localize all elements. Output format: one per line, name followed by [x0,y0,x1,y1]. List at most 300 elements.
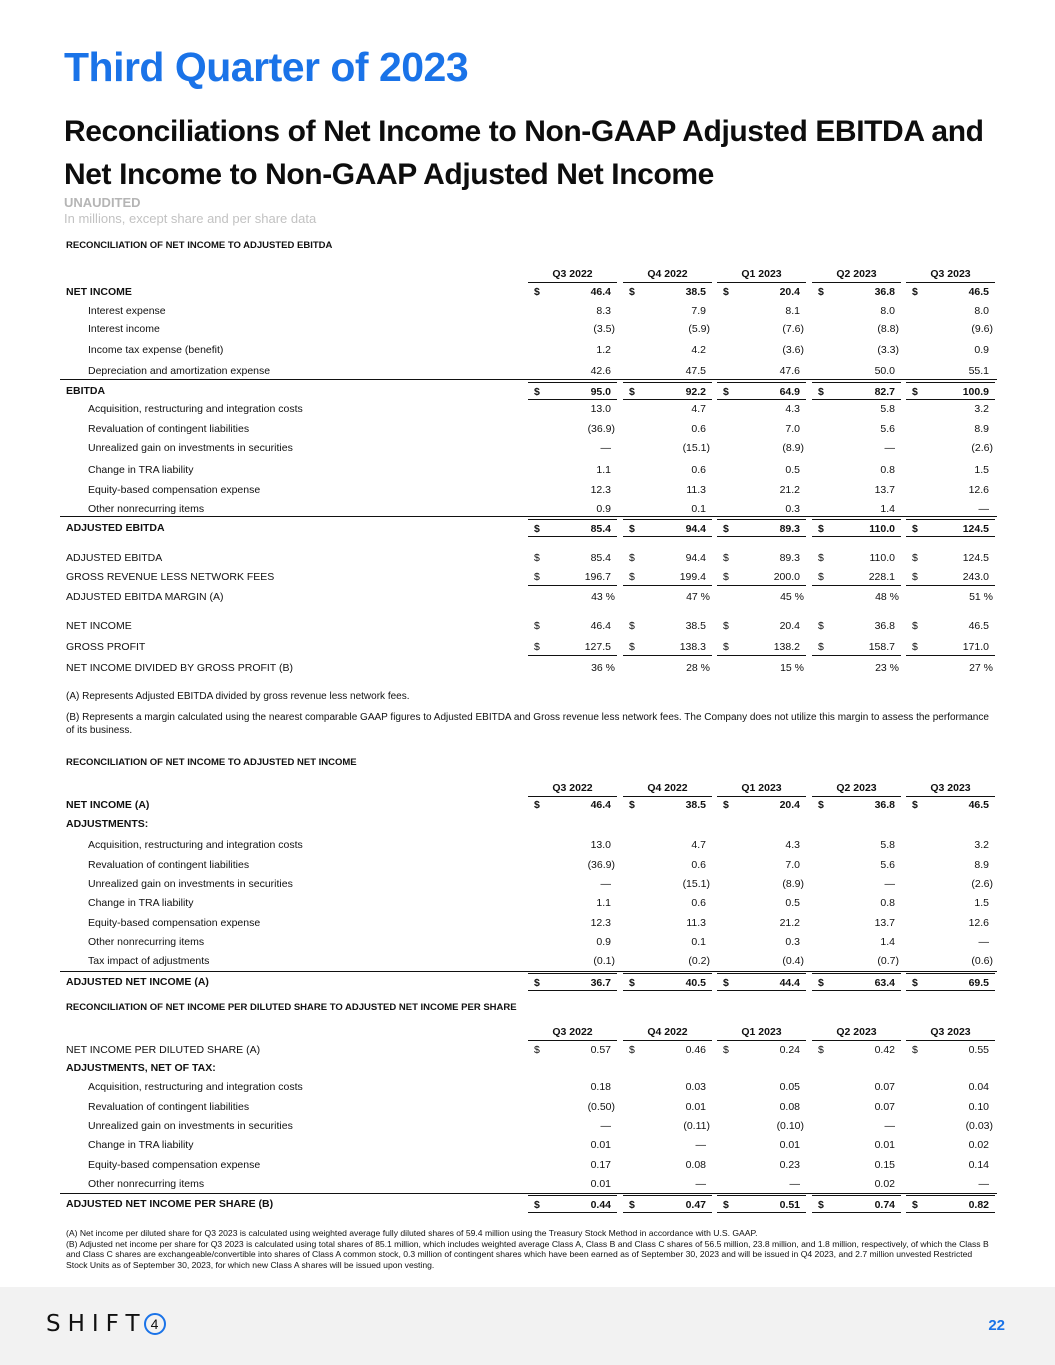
cell-value: (9.6) [971,323,993,335]
value-cell [717,461,806,479]
row-label: Change in TRA liability [88,464,194,476]
cell-value: — [789,1178,800,1190]
value-cell [528,815,617,833]
value-cell [623,283,712,301]
cell-value: (0.6) [971,955,993,967]
currency-symbol: $ [912,620,918,632]
currency-symbol: $ [629,552,635,564]
value-cell [717,638,806,656]
currency-symbol: $ [534,523,540,535]
cell-value: 0.3 [785,503,800,515]
cell-value: 0.18 [590,1081,611,1093]
table-row [0,1098,1055,1116]
value-cell [906,1156,995,1174]
cell-value: 138.2 [773,641,800,653]
table-row [0,341,1055,359]
value-cell [623,420,712,438]
cell-value: 200.0 [773,571,800,583]
cell-value: 0.23 [779,1159,800,1171]
currency-symbol: $ [912,1199,918,1211]
cell-value: 8.9 [974,859,989,871]
value-cell [623,973,712,991]
value-cell [906,638,995,656]
column-header: Q4 2022 [623,265,712,283]
cell-value: 94.4 [685,523,706,535]
currency-symbol: $ [534,1044,540,1056]
currency-symbol: $ [534,1199,540,1211]
row-label: Equity-based compensation expense [88,1159,261,1171]
value-cell [717,952,806,970]
value-cell [812,519,901,537]
cell-value: 36.8 [874,286,895,298]
cell-value: 1.5 [974,464,989,476]
value-cell [623,362,712,380]
cell-value: 0.74 [874,1199,895,1211]
column-header: Q4 2022 [623,1023,712,1041]
value-cell [717,568,806,586]
value-cell [906,1136,995,1154]
value-cell [528,481,617,499]
value-cell [717,875,806,893]
value-cell [717,1136,806,1154]
cell-value: 0.07 [874,1101,895,1113]
table-row [0,836,1055,854]
row-label: Other nonrecurring items [88,936,205,948]
cell-value: 82.7 [874,386,895,398]
cell-value: 0.8 [880,897,895,909]
cell-value: 0.3 [785,936,800,948]
value-cell [812,302,901,320]
table-row [0,549,1055,567]
cell-value: 12.3 [590,917,611,929]
cell-value: (36.9) [587,423,615,435]
value-cell [623,1175,712,1193]
table-row [0,914,1055,932]
cell-value: 0.01 [590,1178,611,1190]
cell-value: 8.0 [974,305,989,317]
value-cell [623,588,712,606]
currency-symbol: $ [818,1044,824,1056]
cell-value: 0.04 [968,1081,989,1093]
value-cell [717,420,806,438]
row-label: Unrealized gain on investments in securities [88,1120,293,1132]
value-cell [906,341,995,359]
row-label: Other nonrecurring items [88,1178,205,1190]
table-row [0,1117,1055,1135]
column-header-row [0,265,1055,283]
currency-symbol: $ [912,523,918,535]
value-cell [528,659,617,677]
value-cell [717,1098,806,1116]
cell-value: (0.03) [965,1120,993,1132]
row-label: Acquisition, restructuring and integration costs [88,403,303,415]
cell-value: 12.6 [968,484,989,496]
table-row [0,1175,1055,1193]
cell-value: 46.5 [968,620,989,632]
cell-value: 199.4 [679,571,706,583]
value-cell [906,362,995,380]
table-row [0,796,1055,814]
cell-value: 110.0 [869,523,895,535]
cell-value: (8.9) [782,442,804,454]
cell-value: 36.8 [874,799,895,811]
cell-value: 69.5 [968,977,989,989]
currency-symbol: $ [818,552,824,564]
cell-value: 0.01 [874,1139,895,1151]
value-cell [623,519,712,537]
cell-value: 5.8 [880,839,895,851]
value-cell [812,481,901,499]
row-label: Acquisition, restructuring and integration costs [88,1081,303,1093]
cell-value: 0.24 [779,1044,800,1056]
value-cell [906,439,995,457]
cell-value: 0.9 [596,503,611,515]
value-cell [906,796,995,814]
value-cell [812,894,901,912]
column-header-row [0,779,1055,797]
currency-symbol: $ [534,386,540,398]
value-cell [906,815,995,833]
column-header: Q3 2023 [906,1023,995,1041]
value-cell [528,400,617,418]
row-label: Revaluation of contingent liabilities [88,859,250,871]
value-cell [528,461,617,479]
value-cell [812,952,901,970]
cell-value: — [884,878,895,890]
cell-value: 0.82 [968,1199,989,1211]
value-cell [623,894,712,912]
logo-digit: 4 [150,1316,159,1332]
value-cell [528,856,617,874]
value-cell [528,588,617,606]
page-number: 22 [988,1317,1005,1334]
value-cell [623,341,712,359]
row-label: Interest income [88,323,160,335]
table-row [0,1156,1055,1174]
currency-symbol: $ [818,386,824,398]
cell-value: 124.5 [962,552,989,564]
value-cell [717,1041,806,1059]
currency-symbol: $ [818,286,824,298]
value-cell [812,1195,901,1213]
cell-value: 3.2 [974,403,989,415]
row-label: Unrealized gain on investments in securities [88,878,293,890]
cell-value: 15 % [780,662,804,674]
value-cell [528,439,617,457]
cell-value: (0.50) [587,1101,615,1113]
table-row [0,894,1055,912]
value-cell [717,1156,806,1174]
cell-value: 27 % [969,662,993,674]
value-cell [623,481,712,499]
cell-value: 0.01 [779,1139,800,1151]
shift4-logo [46,1309,166,1339]
currency-symbol: $ [534,977,540,989]
value-cell [717,815,806,833]
cell-value: (8.8) [877,323,899,335]
cell-value: 1.4 [880,936,895,948]
value-cell [812,439,901,457]
value-cell [812,588,901,606]
value-cell [812,815,901,833]
column-header: Q1 2023 [717,265,806,283]
cell-value: 0.05 [779,1081,800,1093]
value-cell [717,481,806,499]
currency-symbol: $ [818,1199,824,1211]
value-cell [528,796,617,814]
value-cell [906,320,995,338]
row-label: Change in TRA liability [88,1139,194,1151]
cell-value: 55.1 [968,365,989,377]
value-cell [528,1098,617,1116]
value-cell [906,568,995,586]
value-cell [906,481,995,499]
value-cell [812,933,901,951]
value-cell [528,1041,617,1059]
currency-symbol: $ [629,799,635,811]
value-cell [623,914,712,932]
value-cell [812,568,901,586]
value-cell [623,836,712,854]
value-cell [717,914,806,932]
currency-symbol: $ [534,552,540,564]
value-cell [528,519,617,537]
currency-symbol: $ [912,641,918,653]
value-cell [528,1117,617,1135]
value-cell [623,568,712,586]
value-cell [906,1098,995,1116]
cell-value: (3.6) [782,344,804,356]
value-cell [623,659,712,677]
value-cell [906,1117,995,1135]
row-label: ADJUSTMENTS, NET OF TAX: [66,1062,216,1074]
value-cell [812,1117,901,1135]
cell-value: 5.6 [880,859,895,871]
value-cell [906,1041,995,1059]
value-cell [906,973,995,991]
table-row [0,568,1055,586]
value-cell [717,362,806,380]
cell-value: 5.8 [880,403,895,415]
currency-symbol: $ [723,571,729,583]
table-row [0,617,1055,635]
currency-symbol: $ [818,799,824,811]
cell-value: — [978,1178,989,1190]
cell-value: 13.0 [590,839,611,851]
value-cell [812,659,901,677]
value-cell [623,875,712,893]
value-cell [812,420,901,438]
table-row [0,362,1055,380]
cell-value: 0.03 [685,1081,706,1093]
cell-value: 124.5 [962,523,989,535]
cell-value: 0.46 [685,1044,706,1056]
row-label: Revaluation of contingent liabilities [88,423,250,435]
currency-symbol: $ [534,620,540,632]
value-cell [528,549,617,567]
cell-value: 7.0 [785,423,800,435]
value-cell [717,549,806,567]
cell-value: 47.6 [779,365,800,377]
cell-value: 13.0 [590,403,611,415]
row-label: NET INCOME [66,620,132,632]
page-title: Third Quarter of 2023 [64,44,469,90]
table-row [0,933,1055,951]
cell-value: — [695,1139,706,1151]
value-cell [717,302,806,320]
column-header: Q2 2023 [812,1023,901,1041]
cell-value: 85.4 [590,523,611,535]
value-cell [623,1041,712,1059]
cell-value: 4.3 [785,839,800,851]
cell-value: 7.0 [785,859,800,871]
currency-symbol: $ [912,552,918,564]
value-cell [623,302,712,320]
row-label: Revaluation of contingent liabilities [88,1101,250,1113]
cell-value: 0.1 [691,503,706,515]
cell-value: 0.15 [874,1159,895,1171]
value-cell [812,1156,901,1174]
value-cell [906,549,995,567]
row-label: ADJUSTED NET INCOME (A) [66,976,209,988]
cell-value: 158.7 [868,641,895,653]
value-cell [528,617,617,635]
section-title-net-income: RECONCILIATION OF NET INCOME TO ADJUSTED NET INCOME [66,757,357,768]
cell-value: 228.1 [868,571,895,583]
row-label: ADJUSTED EBITDA [66,522,165,534]
value-cell [812,973,901,991]
cell-value: (15.1) [682,878,710,890]
cell-value: 36.8 [874,620,895,632]
value-cell [528,341,617,359]
cell-value: (0.2) [688,955,710,967]
cell-value: 43 % [591,591,615,603]
value-cell [528,382,617,400]
cell-value: 51 % [969,591,993,603]
ebitda-note-b: (B) Represents a margin calculated using the nearest comparable GAAP figures to Adjusted EBITDA and Gross revenue less network fees. The Company does not utilize this margin to assess the performance of its business. [66,712,989,736]
currency-symbol: $ [629,571,635,583]
value-cell [623,461,712,479]
column-header: Q3 2022 [528,1023,617,1041]
cell-value: 7.9 [691,305,706,317]
cell-value: 47.5 [685,365,706,377]
units-note: In millions, except share and per share data [64,211,317,226]
cell-value: 4.2 [691,344,706,356]
value-cell [906,283,995,301]
value-cell [812,1175,901,1193]
logo-circle-icon [144,1313,166,1335]
row-label: Income tax expense (benefit) [88,344,224,356]
value-cell [812,1136,901,1154]
value-cell [528,836,617,854]
value-cell [717,439,806,457]
cell-value: 48 % [875,591,899,603]
row-label: ADJUSTED NET INCOME PER SHARE (B) [66,1198,274,1210]
value-cell [623,952,712,970]
value-cell [528,1195,617,1213]
cell-value: (3.5) [593,323,615,335]
cell-value: 85.4 [590,552,611,564]
currency-symbol: $ [629,641,635,653]
currency-symbol: $ [629,620,635,632]
column-header: Q1 2023 [717,779,806,797]
cell-value: 0.5 [785,897,800,909]
cell-value: 0.01 [590,1139,611,1151]
cell-value: 0.08 [779,1101,800,1113]
cell-value: 50.0 [874,365,895,377]
cell-value: 20.4 [779,620,800,632]
cell-value: 20.4 [779,286,800,298]
cell-value: 38.5 [685,620,706,632]
value-cell [623,856,712,874]
table-row [0,400,1055,418]
row-label: Equity-based compensation expense [88,917,261,929]
cell-value: 0.6 [691,423,706,435]
column-header: Q3 2022 [528,779,617,797]
row-label: Change in TRA liability [88,897,194,909]
cell-value: 0.8 [880,464,895,476]
cell-value: — [600,442,611,454]
value-cell [528,302,617,320]
cell-value: 8.3 [596,305,611,317]
currency-symbol: $ [723,641,729,653]
cell-value: (0.10) [776,1120,804,1132]
value-cell [623,1117,712,1135]
footer [0,1287,1055,1365]
value-cell [623,617,712,635]
value-cell [528,1175,617,1193]
value-cell [906,952,995,970]
table-row [0,952,1055,970]
cell-value: (0.11) [683,1120,710,1132]
cell-value: (7.6) [782,323,804,335]
value-cell [717,973,806,991]
cell-value: 0.07 [874,1081,895,1093]
cell-value: 8.0 [880,305,895,317]
column-header: Q2 2023 [812,779,901,797]
cell-value: 127.5 [584,641,611,653]
section-title-ebitda: RECONCILIATION OF NET INCOME TO ADJUSTED EBITDA [66,240,333,251]
divider [60,971,997,972]
cell-value: — [600,878,611,890]
value-cell [812,1078,901,1096]
cell-value: — [884,442,895,454]
value-cell [717,617,806,635]
cell-value: 0.44 [590,1199,611,1211]
value-cell [906,617,995,635]
per-share-note-a: (A) Net income per diluted share for Q3 2023 is calculated using weighted average fully diluted shares of 59.4 million using the Treasury Stock Method in accordance with U.S. GAAP. [66,1228,758,1238]
cell-value: 23 % [875,662,899,674]
value-cell [528,875,617,893]
value-cell [906,461,995,479]
cell-value: (2.6) [971,442,993,454]
cell-value: 4.3 [785,403,800,415]
value-cell [906,836,995,854]
value-cell [906,400,995,418]
value-cell [812,796,901,814]
cell-value: 0.17 [590,1159,611,1171]
cell-value: 44.4 [779,977,800,989]
value-cell [528,952,617,970]
currency-symbol: $ [723,552,729,564]
value-cell [812,1098,901,1116]
column-header: Q2 2023 [812,265,901,283]
cell-value: 1.4 [880,503,895,515]
logo-text: SHIFT [46,1311,147,1337]
column-header: Q1 2023 [717,1023,806,1041]
cell-value: 0.9 [596,936,611,948]
value-cell [717,1175,806,1193]
